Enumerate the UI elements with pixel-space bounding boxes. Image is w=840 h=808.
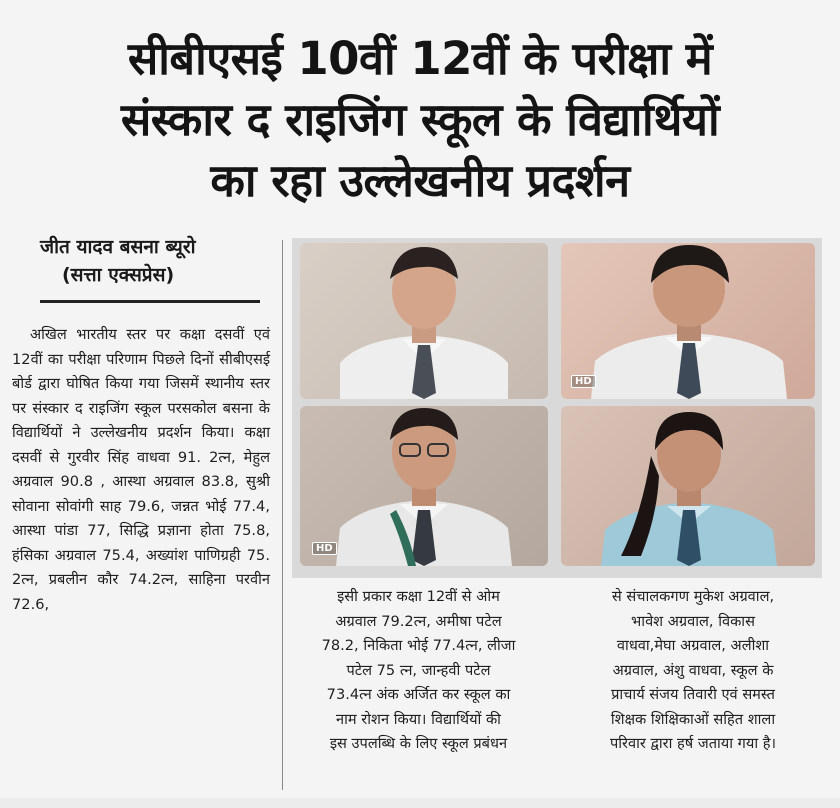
student-portrait-4 xyxy=(561,406,815,566)
article-line: 90.8 , आस्था अग्रवाल 83.8, xyxy=(60,473,239,490)
article-column-1 xyxy=(12,323,270,617)
article-line: हंसिका अग्रवाल 75.4, अख्यांश xyxy=(12,546,188,564)
student-portrait-2 xyxy=(561,243,815,399)
article-line: स्थानीय स्तर पर संस्कार द राइजिंग xyxy=(12,375,270,417)
article-line: अखिल भारतीय स्तर पर कक्षा xyxy=(30,326,206,343)
article-line: अग्रवाल, अंशु वाधवा, स्कूल के xyxy=(612,661,774,679)
student-photo-1 xyxy=(300,243,548,399)
article-line: शिक्षक शिक्षिकाओं सहित शाला xyxy=(610,710,776,728)
headline-line-1: सीबीएसई 10वीं 12वीं के परीक्षा में xyxy=(127,32,713,85)
article-column-3 xyxy=(562,585,824,757)
article-line: वाधवा 91. 2त्न, मेहुल अग्रवाल xyxy=(12,448,271,490)
article-line: दसवीं एवं 12वीं का परीक्षा xyxy=(12,326,270,368)
article-line: प्राचार्य संजय तिवारी एवं समस्त xyxy=(611,686,775,703)
article-line: वाधवा,मेघा अग्रवाल, अलीशा xyxy=(616,637,770,654)
article-line: द्वारा घोषित किया गया जिसमें xyxy=(38,375,199,392)
article-line: 77, सिद्धि प्रज्ञाना होता 75.8, xyxy=(87,522,270,539)
hd-badge: HD xyxy=(312,542,337,555)
article-line: इसी प्रकार कक्षा 12वीं से ओम xyxy=(337,588,500,605)
article-line: पाणिग्रही 75. 2त्न, प्रबलीन कौर xyxy=(12,546,270,588)
student-photo-4 xyxy=(561,406,815,566)
article-line: किया। कक्षा दसवीं से गुरवीर सिंह xyxy=(12,424,270,466)
publication-name: (सत्ता एक्सप्रेस) xyxy=(62,264,175,286)
hd-badge: HD xyxy=(571,375,596,388)
article-line: 78.2, निकिता भोई 77.4त्न, लीजा xyxy=(321,637,516,654)
article-line: परिवार द्वारा हर्ष जताया गया है। xyxy=(609,735,777,752)
article-line: 73.4त्न अंक अर्जित कर स्कूल का xyxy=(326,686,511,703)
student-portrait-3 xyxy=(300,406,548,566)
byline xyxy=(40,233,250,289)
article-line: नाम रोशन किया। विद्यार्थियों की xyxy=(336,710,501,728)
headline-line-2: संस्कार द राइजिंग स्कूल के विद्यार्थियों xyxy=(120,93,720,146)
article-line: जन्नत भोई 77.4, आस्था पांडा xyxy=(12,497,270,539)
article-line: से संचालकगण मुकेश अग्रवाल, xyxy=(611,588,775,605)
article-line: परिणाम पिछले दिनों सीबीएसई बोर्ड xyxy=(12,350,270,392)
byline-rule xyxy=(40,300,260,303)
student-photo-3 xyxy=(300,406,548,566)
article-line: अग्रवाल 79.2त्न, अमीषा पटेल xyxy=(335,612,502,630)
article-line: स्कूल परसकोल बसना के xyxy=(134,399,270,417)
article-line: भावेश अग्रवाल, विकास xyxy=(631,612,755,630)
article-line: सुश्री सोवाना सोवांगी साह 79.6, xyxy=(12,473,271,515)
article-line: इस उपलब्धि के लिए स्कूल प्रबंधन xyxy=(329,735,508,752)
article-column-2 xyxy=(292,585,545,757)
column-divider xyxy=(282,240,283,790)
reporter-name: जीत यादव बसना ब्यूरो xyxy=(40,236,196,258)
article-line: 74.2त्न, साहिना परवीन 72.6, xyxy=(12,571,271,613)
headline xyxy=(18,28,822,211)
article-line: विद्यार्थियों ने उल्लेखनीय प्रदर्शन xyxy=(12,424,192,441)
page-bottom-edge xyxy=(0,798,840,808)
student-portrait-1 xyxy=(300,243,548,399)
student-photo-2 xyxy=(561,243,815,399)
headline-line-3: का रहा उल्लेखनीय प्रदर्शन xyxy=(210,154,630,207)
article-line: पटेल 75 त्न, जान्हवी पटेल xyxy=(346,661,491,679)
